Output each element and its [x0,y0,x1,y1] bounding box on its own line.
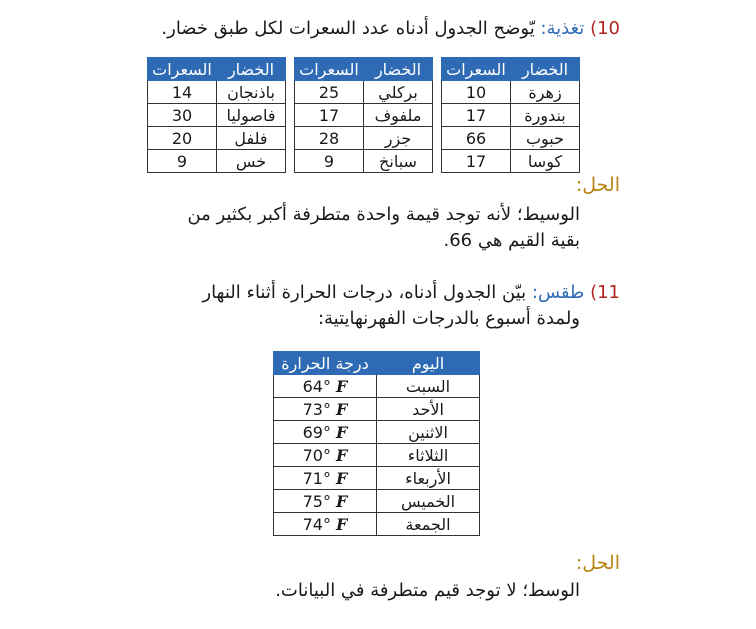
table-row [274,375,480,398]
q11-prompt-line2: ولمدة أسبوع بالدرجات الفهرنهايتية: [317,308,580,329]
table-cell: حبوب [511,127,580,150]
temperature-table [273,351,480,536]
table-cell: 28 [295,127,364,150]
temperature-value: 70° [302,445,331,465]
temperature-cell [274,421,377,444]
header-calories: السعرات [295,58,364,81]
header-temperature: درجة الحرارة [274,352,377,375]
table-cell: فلفل [217,127,286,150]
header-day: اليوم [377,352,480,375]
table-cell: كوسا [511,150,580,173]
header-calories: السعرات [442,58,511,81]
q11-text-line1: بيّن الجدول أدناه، درجات الحرارة أثناء النهار [202,282,527,303]
day-cell: الاثنين [377,421,480,444]
header-calories: السعرات [148,58,217,81]
temperature-value: 75° [302,491,331,511]
table-gap [286,58,295,81]
table-cell: بندورة [511,104,580,127]
header-vegetable: الخضار [217,58,286,81]
table-cell: 25 [295,81,364,104]
table-cell: 9 [295,150,364,173]
q11-prompt-line1 [202,280,620,306]
temperature-cell [274,513,377,536]
table-row [148,104,580,127]
table-gap [433,150,442,173]
table-row [148,127,580,150]
temperature-cell [274,375,377,398]
calories-table [147,57,580,173]
fahrenheit-unit: F [336,445,348,465]
table-cell: زهرة [511,81,580,104]
q11-solution-line1: الوسط؛ لا توجد قيم متطرفة في البيانات. [275,580,580,601]
q10-solution-line2: بقية القيم هي 66. [443,230,580,251]
fahrenheit-unit: F [336,491,348,511]
table-cell: فاصوليا [217,104,286,127]
temperature-value: 71° [302,468,331,488]
table-gap [433,81,442,104]
temperature-value: 69° [302,422,331,442]
table-cell: 9 [148,150,217,173]
table-row [148,81,580,104]
table-row [274,513,480,536]
table-gap [286,81,295,104]
day-cell: الأحد [377,398,480,421]
table-gap [286,127,295,150]
temperature-value: 64° [302,376,331,396]
q10-number: 10) [590,18,620,39]
q10-text: يّوضح الجدول أدناه عدد السعرات لكل طبق خضار. [161,18,535,39]
temperature-cell [274,467,377,490]
table-row [274,490,480,513]
table-cell: خس [217,150,286,173]
temperature-cell [274,444,377,467]
q10-solution-label: الحل: [575,174,620,196]
table-gap [433,104,442,127]
fahrenheit-unit: F [336,399,348,419]
temperature-value: 74° [302,514,331,534]
table-cell: 10 [442,81,511,104]
table-row [148,150,580,173]
q11-topic: طقس: [531,282,585,303]
table-gap [286,150,295,173]
q11-solution-label: الحل: [575,552,620,574]
table-gap [433,58,442,81]
table-cell: جزر [364,127,433,150]
table-cell: 20 [148,127,217,150]
table-row [274,398,480,421]
table-cell: 14 [148,81,217,104]
table-cell: بركلي [364,81,433,104]
temperature-cell [274,398,377,421]
table-cell: 30 [148,104,217,127]
calories-table-header [148,58,580,81]
table-gap [286,104,295,127]
q11-number: 11) [590,282,620,303]
temperature-cell [274,490,377,513]
header-vegetable: الخضار [364,58,433,81]
q10-solution-line1: الوسيط؛ لأنه توجد قيمة واحدة متطرفة أكبر بكثير من [187,204,580,225]
day-cell: الثلاثاء [377,444,480,467]
table-cell: 66 [442,127,511,150]
fahrenheit-unit: F [336,422,348,442]
table-row [274,444,480,467]
table-row [274,421,480,444]
header-vegetable: الخضار [511,58,580,81]
day-cell: الأربعاء [377,467,480,490]
table-cell: ملفوف [364,104,433,127]
fahrenheit-unit: F [336,468,348,488]
fahrenheit-unit: F [336,514,348,534]
q10-topic: تغذية: [540,18,585,39]
table-cell: 17 [442,150,511,173]
table-gap [433,127,442,150]
table-cell: 17 [295,104,364,127]
day-cell: الخميس [377,490,480,513]
table-cell: باذنجان [217,81,286,104]
temperature-value: 73° [302,399,331,419]
temperature-table-header [274,352,480,375]
day-cell: الجمعة [377,513,480,536]
table-row [274,467,480,490]
day-cell: السبت [377,375,480,398]
table-cell: 17 [442,104,511,127]
table-cell: سبانخ [364,150,433,173]
q10-prompt [161,16,620,42]
fahrenheit-unit: F [336,376,348,396]
